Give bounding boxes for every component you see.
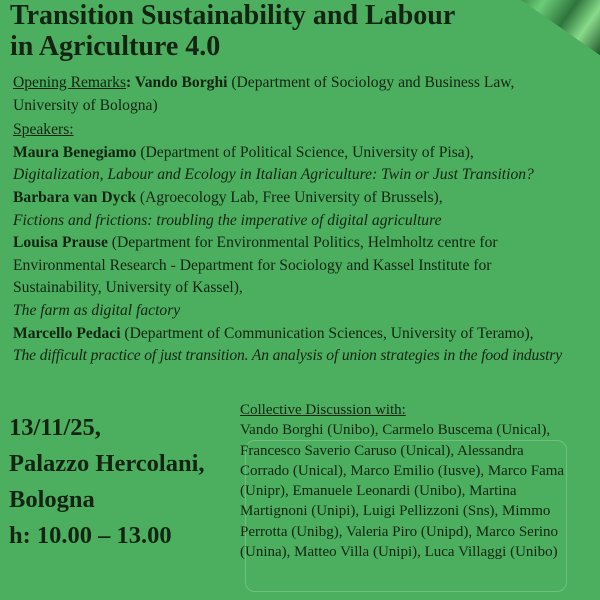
- discussion-line: Francesco Saverio Caruso (Unical), Alessandra: [240, 442, 524, 459]
- program: [13, 72, 600, 368]
- opening-speaker: Vando Borghi: [134, 74, 228, 91]
- discussion-line: (Unipr), Emanuele Leonardi (Unibo), Martina: [240, 483, 517, 500]
- speakers-label: Speakers:: [13, 121, 74, 139]
- discussion-line: Perrotta (Unibg), Valeria Piro (Unipd), Marco Serino: [240, 523, 558, 540]
- affiliation: Sustainability, University of Kassel),: [13, 279, 243, 297]
- discussion-line: Vando Borghi (Unibo), Carmelo Buscema (Unical),: [240, 422, 551, 439]
- affiliation: (Department of Communication Sciences, University of Teramo),: [120, 324, 534, 342]
- affiliation: (Department of Political Science, University of Pisa),: [136, 143, 474, 161]
- discussion-line: Martignoni (Unipi), Luigi Pellizzoni (Sns), Mimmo: [240, 503, 551, 520]
- discussion-line: (Unina), Matteo Villa (Unipi), Luca Villaggi (Unibo): [240, 544, 558, 561]
- discussion-label: Collective Discussion with:: [240, 402, 406, 418]
- event-date: 13/11/25,: [9, 414, 101, 441]
- event-title: [10, 0, 455, 62]
- speaker-entry: [13, 187, 600, 210]
- affiliation: (Agroecology Lab, Free University of Brussels),: [136, 188, 443, 206]
- talk-title: The farm as digital factory: [13, 301, 181, 319]
- speaker-name: Barbara van Dyck: [13, 188, 137, 206]
- event-venue: Palazzo Hercolani,: [9, 450, 205, 477]
- affiliation: Environmental Research - Department for Sociology and Kassel Institute for: [13, 256, 492, 274]
- event-details: [9, 410, 205, 554]
- talk-title: Fictions and frictions: troubling the imperative of digital agriculture: [13, 211, 442, 229]
- speaker-entry: [13, 232, 600, 255]
- talk-title: Digitalization, Labour and Ecology in Italian Agriculture: Twin or Just Transition?: [13, 166, 534, 184]
- corner-decoration-image: [510, 0, 600, 55]
- colon: :: [126, 74, 135, 91]
- speaker-entry: [13, 142, 600, 165]
- affiliation: (Department for Environmental Politics, Helmholtz centre for: [107, 234, 498, 252]
- opening-remarks: [13, 72, 600, 95]
- event-city: Bologna: [9, 486, 95, 513]
- discussion-line: Corrado (Unical), Marco Emilio (Iusve), Marco Fama: [240, 462, 565, 479]
- event-time: h: 10.00 – 13.00: [9, 522, 172, 549]
- speaker-name: Louisa Prause: [13, 234, 108, 252]
- speaker-name: Marcello Pedaci: [13, 324, 121, 342]
- title-line: in Agriculture 4.0: [10, 31, 221, 62]
- speaker-name: Maura Benegiamo: [13, 143, 137, 161]
- title-line: Transition Sustainability and Labour: [10, 0, 456, 31]
- opening-label: Opening Remarks: [13, 74, 127, 91]
- affiliation: University of Bologna): [13, 96, 158, 114]
- affiliation: (Department of Sociology and Business Law,: [227, 74, 515, 91]
- speaker-entry: [13, 323, 600, 346]
- talk-title: The difficult practice of just transition. An analysis of union strategies in the food industry: [13, 347, 562, 365]
- collective-discussion: [240, 400, 600, 562]
